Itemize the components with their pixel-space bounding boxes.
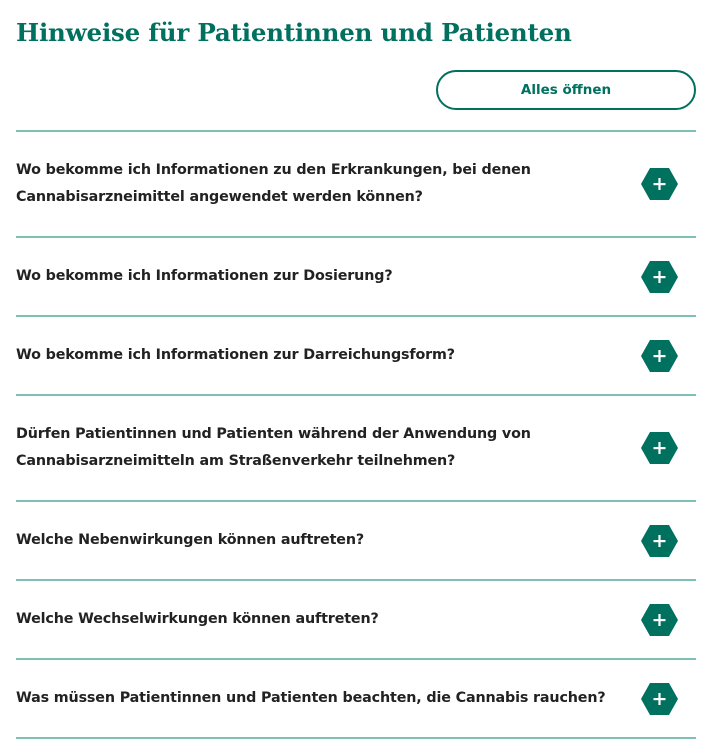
open-all-button[interactable]: Alles öffnen [436, 70, 696, 110]
page-title: Hinweise für Patientinnen und Patienten [16, 18, 572, 47]
plus-icon [641, 340, 678, 372]
accordion-question [16, 263, 616, 290]
accordion-item-nebenwirkungen[interactable] [16, 502, 696, 581]
accordion-question [16, 685, 616, 712]
expand-toggle-button[interactable] [641, 261, 678, 293]
expand-toggle-button[interactable] [641, 340, 678, 372]
question-line: Dürfen Patientinnen und Patienten während der Anwendung von [16, 426, 531, 442]
expand-toggle-button[interactable] [641, 168, 678, 200]
accordion-question [16, 527, 616, 554]
accordion-item-dosierung[interactable] [16, 238, 696, 317]
expand-toggle-button[interactable] [641, 683, 678, 715]
accordion-question [16, 342, 616, 369]
accordion-item-cannabis-rauchen[interactable] [16, 660, 696, 739]
accordion-question [16, 157, 616, 211]
accordion-question [16, 606, 616, 633]
question-line: Welche Wechselwirkungen können auftreten? [16, 611, 379, 627]
expand-toggle-button[interactable] [641, 432, 678, 464]
accordion-item-wechselwirkungen[interactable] [16, 581, 696, 660]
question-line: Cannabisarzneimitteln am Straßenverkehr teilnehmen? [16, 453, 456, 469]
accordion-item-darreichungsform[interactable] [16, 317, 696, 396]
plus-icon [641, 261, 678, 293]
faq-accordion [16, 130, 696, 739]
question-line: Wo bekomme ich Informationen zur Dosierung? [16, 268, 393, 284]
question-line: Wo bekomme ich Informationen zur Darreichungsform? [16, 347, 455, 363]
question-line: Welche Nebenwirkungen können auftreten? [16, 532, 364, 548]
plus-icon [641, 168, 678, 200]
question-line: Was müssen Patientinnen und Patienten beachten, die Cannabis rauchen? [16, 690, 606, 706]
plus-icon [641, 432, 678, 464]
question-line: Wo bekomme ich Informationen zu den Erkrankungen, bei denen [16, 162, 531, 178]
plus-icon [641, 683, 678, 715]
accordion-item-erkrankungen[interactable] [16, 132, 696, 238]
expand-toggle-button[interactable] [641, 604, 678, 636]
accordion-question [16, 421, 616, 475]
plus-icon [641, 525, 678, 557]
expand-toggle-button[interactable] [641, 525, 678, 557]
plus-icon [641, 604, 678, 636]
accordion-item-strassenverkehr[interactable] [16, 396, 696, 502]
question-line: Cannabisarzneimittel angewendet werden können? [16, 189, 423, 205]
